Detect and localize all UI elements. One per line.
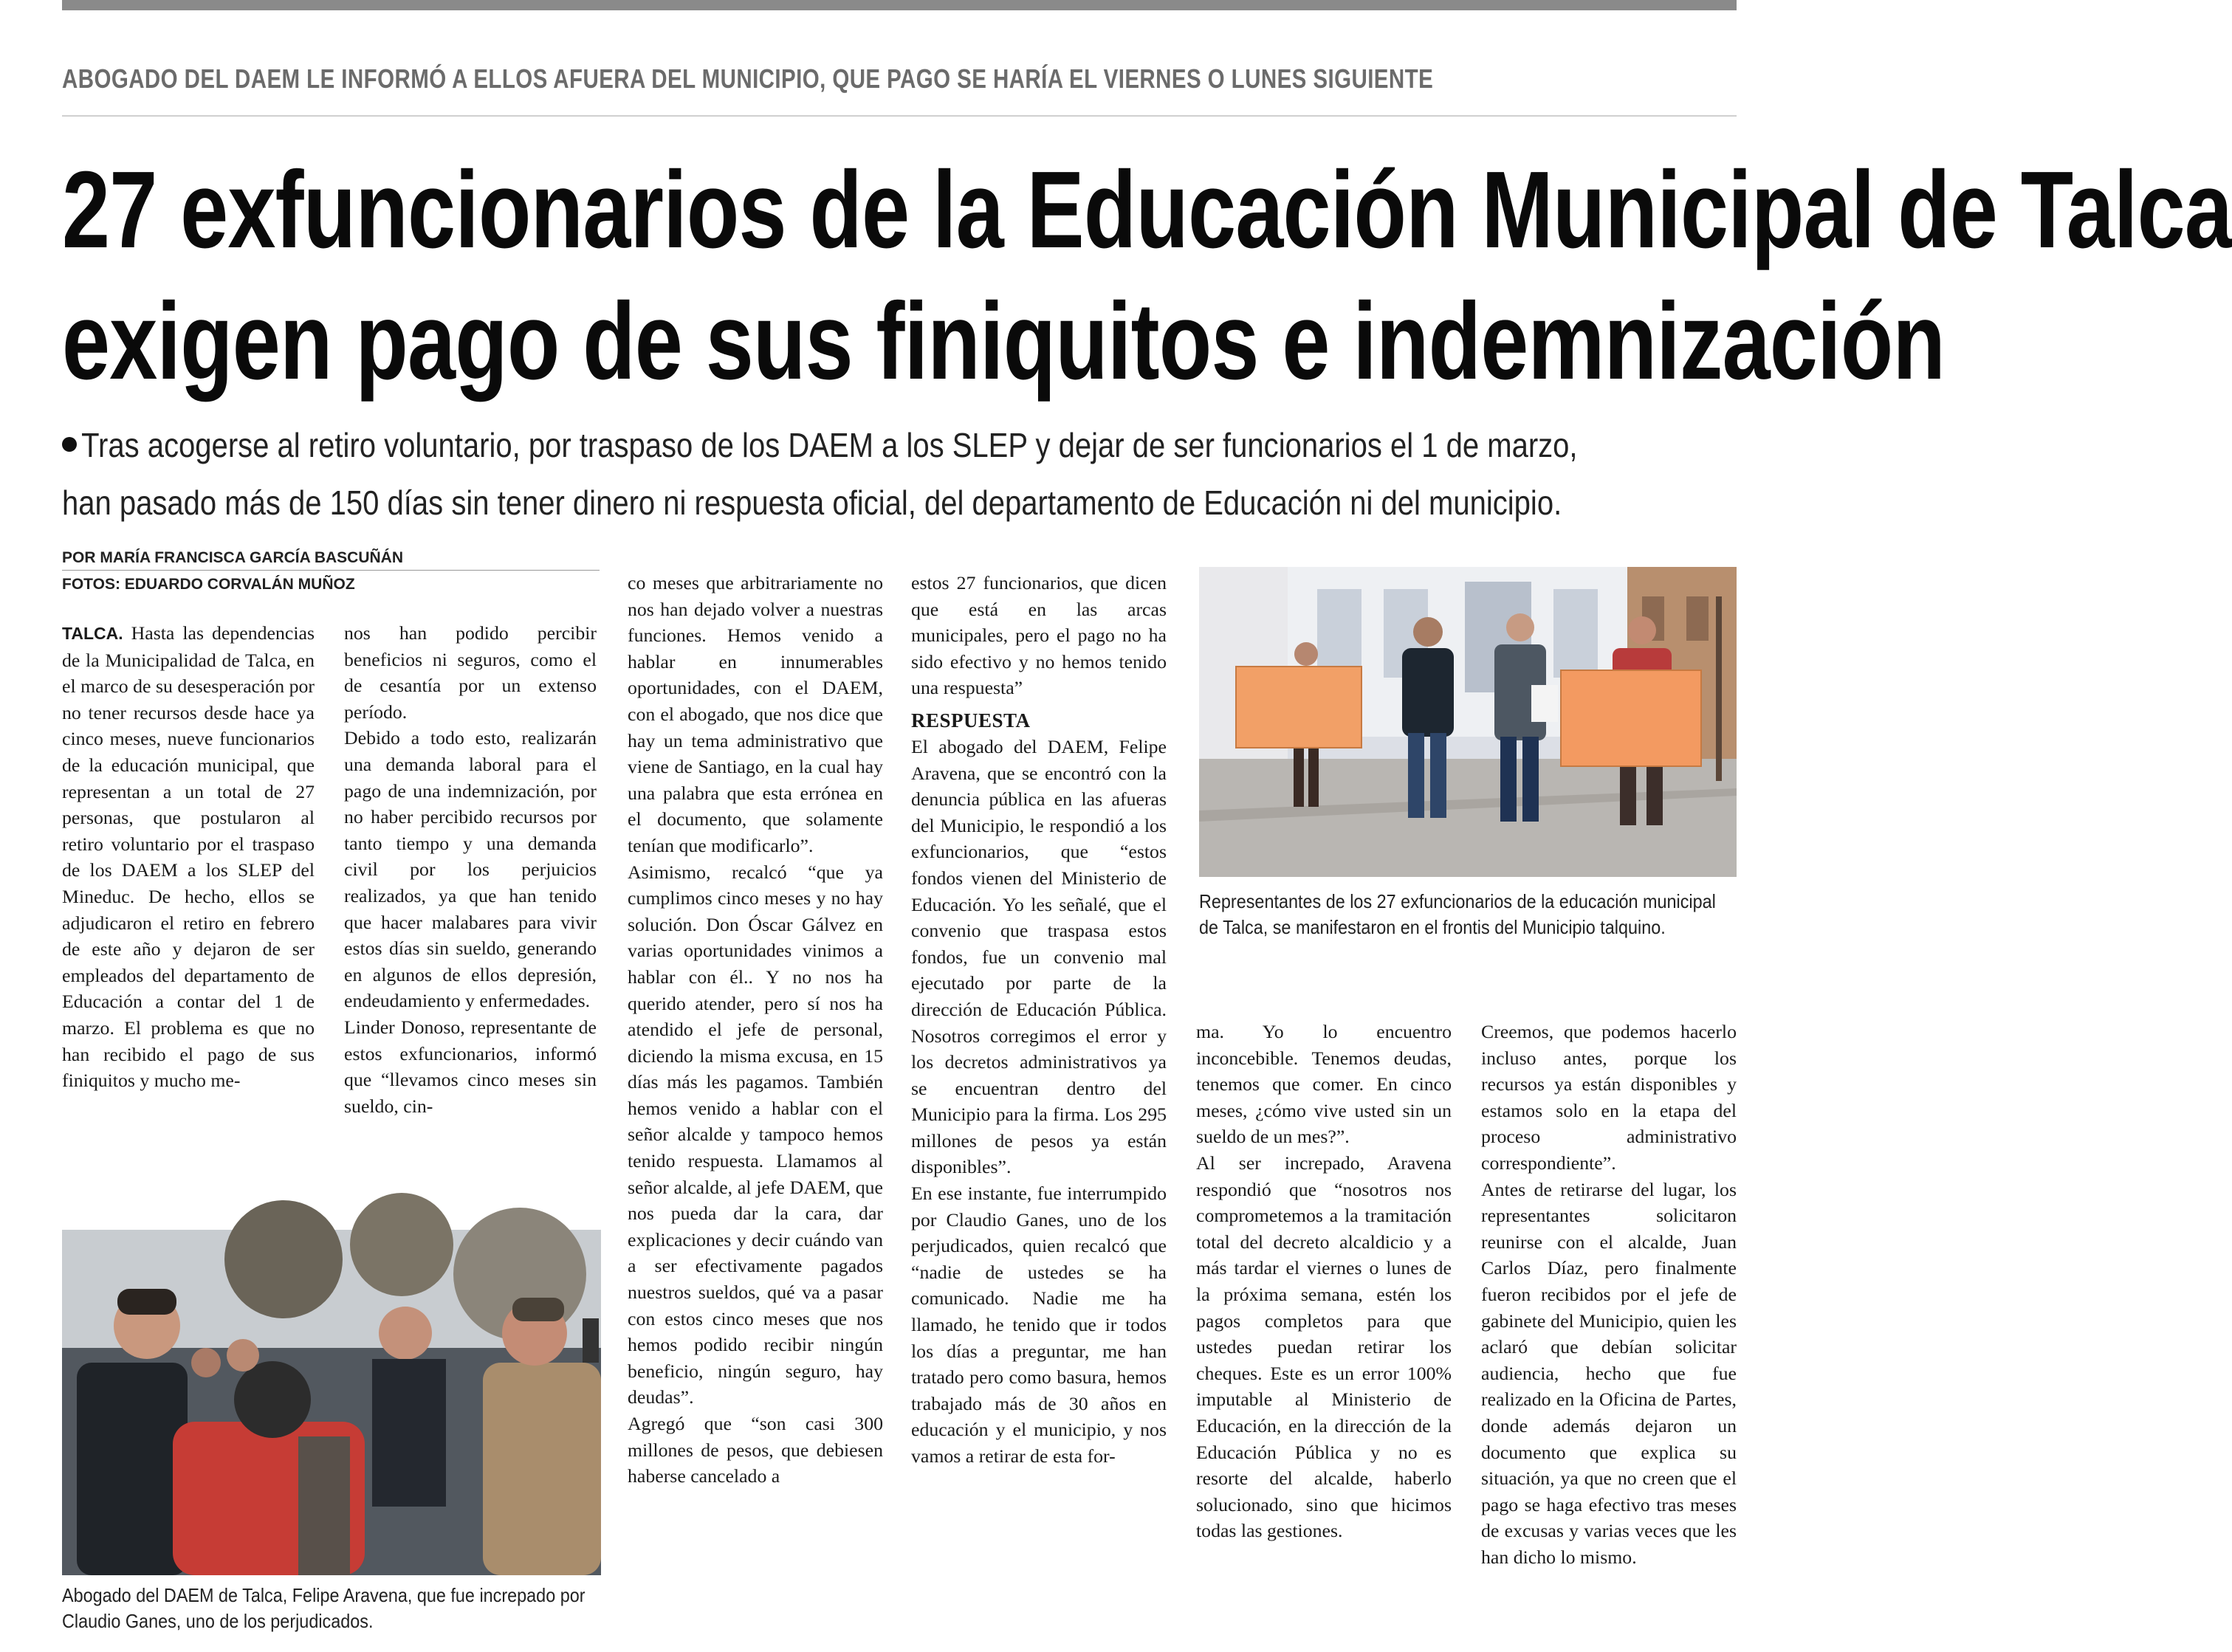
protest-photo-caption: Representantes de los 27 exfuncionarios de la educación municipal de Talca, se manifestaron en el frontis del Municipio talquino. bbox=[1199, 890, 1716, 938]
article-column-2 bbox=[344, 620, 597, 1119]
protest-photo bbox=[1199, 567, 1737, 877]
paragraph: ma. Yo lo encuentro inconcebible. Tenemos deudas, tenemos que comer. En cinco meses, ¿cómo vive usted sin un sueldo de un mes?”. bbox=[1196, 1021, 1452, 1148]
deck-line-1: Tras acogerse al retiro voluntario, por traspaso de los DAEM a los SLEP y dejar de ser funcionarios el 1 de marzo, bbox=[81, 426, 1578, 464]
article-column-4 bbox=[911, 570, 1167, 1470]
paragraph: Antes de retirarse del lugar, los representantes solicitaron reunirse con el alcalde, Juan Carlos Díaz, pero finalmente fueron recibidos por el jefe de gabinete del Municipio, quien les aclaró que debían solicitar audiencia, hecho que fue realizado en la Oficina de Partes, donde además dejaron un documento que explica su situación, ya que no creen que el pago se haga efectivo tras meses de excusas y varias veces que les han dicho lo mismo. bbox=[1481, 1178, 1737, 1568]
top-rule bbox=[62, 0, 1737, 10]
kicker: ABOGADO DEL DAEM LE INFORMÓ A ELLOS AFUERA DEL MUNICIPIO, QUE PAGO SE HARÍA EL VIERNES O LUNES SIGUIENTE bbox=[62, 63, 1434, 94]
paragraph: co meses que arbitrariamente no nos han dejado volver a nuestras funciones. Hemos venido a hablar en innumerables oportunidades, con el DAEM, con el abogado, que nos dice que hay un tema administrativo que viene de Santiago, en la cual hay una palabra que esta errónea en el documento, que solamente tenían que modificarlo”. bbox=[628, 572, 883, 856]
byline-divider bbox=[62, 570, 600, 571]
lawyer-photo-caption: Abogado del DAEM de Talca, Felipe Aravena, que fue increpado por Claudio Ganes, uno de los perjudicados. bbox=[62, 1584, 586, 1632]
section-heading: RESPUESTA bbox=[911, 709, 1031, 732]
deck-line-2: han pasado más de 150 días sin tener dinero ni respuesta oficial, del departamento de Educación ni del municipio. bbox=[62, 483, 1562, 522]
paragraph: Asimismo, recalcó “que ya cumplimos cinco meses y no hay solución. Don Óscar Gálvez en varias oportunidades vinimos a hablar con él.. Y no nos ha querido atender, pero sí nos ha atendido el jefe de personal, diciendo la misma excusa, en 15 días más les pagamos. También hemos venido a hablar con el señor alcalde y tampoco hemos tenido respuesta. Llamamos al señor alcalde, al jefe DAEM, que nos pueda dar la cara, dar explicaciones y decir cuándo van a ser efectivamente pagados nuestros sueldos, qué va a pasar con estos cinco meses que nos hemos podido recibir ningún beneficio, ningún seguro, hay deudas”. bbox=[628, 861, 883, 1408]
paragraph: Hasta las dependencias de la Municipalidad de Talca, en el marco de su desesperación por no tener recursos desde hace ya cinco meses, nueve funcionarios de la educación municipal, que representan a un total de 27 personas, que postularon al retiro voluntario por el traspaso de los DAEM a los SLEP del Mineduc. De hecho, ellos se adjudicaron el retiro en febrero de este año y dejaron de ser empleados del departamento de Educación a contar del 1 de marzo. El problema es que no han recibido el pago de sus finiquitos y mucho me- bbox=[62, 622, 315, 1092]
headline-line-2: exigen pago de sus finiquitos e indemnización bbox=[62, 281, 1946, 402]
byline: POR MARÍA FRANCISCA GARCÍA BASCUÑÁN bbox=[62, 549, 403, 566]
article-column-1 bbox=[62, 620, 315, 1094]
photo-credit: FOTOS: EDUARDO CORVALÁN MUÑOZ bbox=[62, 576, 355, 593]
paragraph: Al ser increpado, Aravena respondió que “nosotros nos comprometemos a la tramitación total del decreto alcaldicio y a más tardar el viernes o lunes de la próxima semana, estén los pagos completos para que ustedes puedan retirar los cheques. Este es un error 100% imputable al Ministerio de Educación, en la dirección de la Educación Pública y no es resorte del alcalde, haberlo solucionado, sino que hicimos todas las gestiones. bbox=[1196, 1152, 1452, 1542]
dateline: TALCA. bbox=[62, 624, 123, 643]
paragraph: estos 27 funcionarios, que dicen que está en las arcas municipales, pero el pago no ha sido efectivo y no hemos tenido una respuesta” bbox=[911, 572, 1167, 699]
paragraph: Creemos, que podemos hacerlo incluso antes, porque los recursos ya están disponibles y estamos solo en la etapa del proceso administrativo correspondiente”. bbox=[1481, 1021, 1737, 1174]
article-column-5 bbox=[1196, 1019, 1452, 1544]
article-column-6 bbox=[1481, 1019, 1737, 1570]
paragraph: nos han podido percibir beneficios ni seguros, como el de cesantía por un extenso período. bbox=[344, 622, 597, 723]
article-column-3 bbox=[628, 570, 883, 1490]
headline-line-1: 27 exfuncionarios de la Educación Municipal de Talca bbox=[62, 149, 2232, 271]
paragraph: Debido a todo esto, realizarán una demanda laboral para el pago de una indemnización, por no haber percibido recursos por tanto tiempo y una demanda civil por los perjuicios realizados, ya que han tenido que hacer malabares para vivir estos días sin sueldo, generando en algunos de ellos depresión, endeudamiento y enfermedades. bbox=[344, 727, 597, 1012]
paragraph: En ese instante, fue interrumpido por Claudio Ganes, uno de los perjudicados, quien recalcó que “nadie de ustedes se ha comunicado. Nadie me ha llamado, he tenido que ir todos los días a preguntar, me han tratado pero como basura, hemos trabajado más de 30 años en educación y el municipio, y nos vamos a retirar de esta for- bbox=[911, 1183, 1167, 1467]
paragraph: Linder Donoso, representante de estos exfuncionarios, informó que “llevamos cinco meses sin sueldo, cin- bbox=[344, 1016, 597, 1117]
paragraph: El abogado del DAEM, Felipe Aravena, que se encontró con la denuncia pública en las afueras del Municipio, le respondió a los exfuncionarios, que “estos fondos vienen del Ministerio de Educación. Yo les señalé, que el convenio que traspasa estos fondos, fue un convenio mal ejecutado por parte de la dirección de Educación Pública. Nosotros corregimos el error y los decretos administrativos ya se encuentran dentro del Municipio para la firma. Los 295 millones de pesos ya están disponibles”. bbox=[911, 735, 1167, 1178]
lawyer-photo bbox=[62, 1230, 601, 1575]
kicker-divider bbox=[62, 115, 1737, 117]
paragraph: Agregó que “son casi 300 millones de pesos, que debiesen haberse cancelado a bbox=[628, 1413, 883, 1487]
